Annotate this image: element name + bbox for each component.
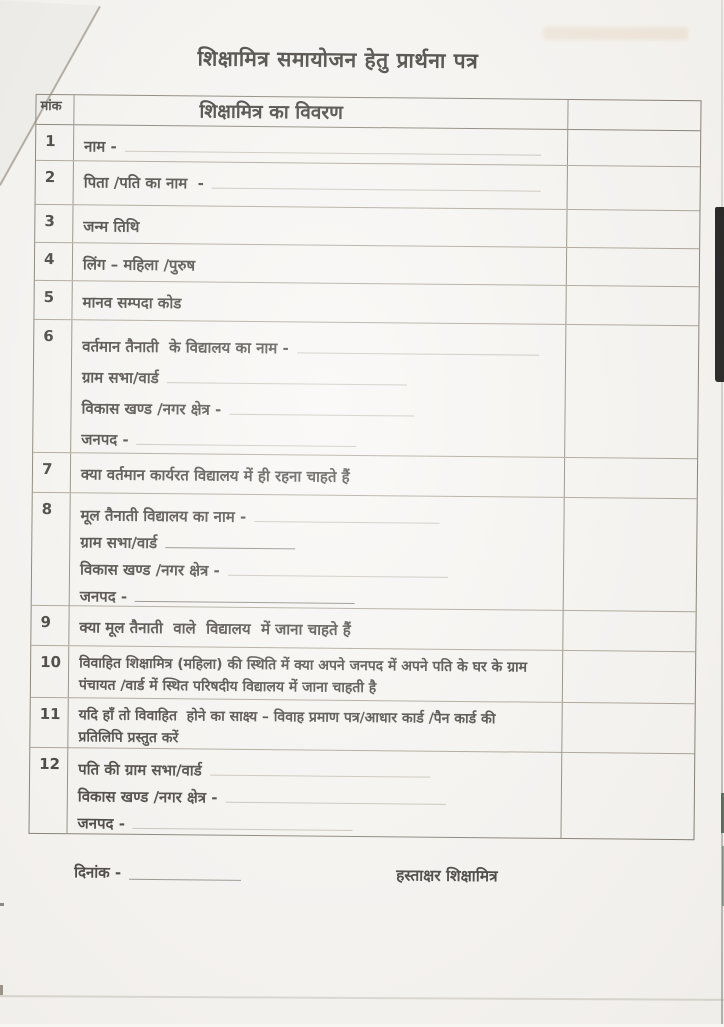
blank-line [226, 802, 446, 805]
remarks-cell [568, 130, 700, 166]
table-row [36, 161, 700, 211]
row-number: 1 [36, 125, 74, 160]
row-content-cell [73, 205, 567, 247]
row-content-cell [70, 493, 565, 611]
table-row [33, 453, 697, 499]
table-row [31, 646, 695, 704]
table-row [31, 606, 695, 652]
row-number: 3 [35, 205, 73, 242]
serial-column-header: मांक [36, 95, 74, 124]
table-row [32, 493, 697, 612]
details-column-header: शिक्षामित्र का विवरण [74, 95, 568, 129]
field-label: विकास खण्ड /नगर क्षेत्र - [81, 399, 222, 419]
blank-line [167, 382, 407, 385]
field-label: यदि हाँ तो विवाहित होने का साक्ष्य – विवाह प्रमाण पत्र/आधार कार्ड /पैन कार्ड की प्रतिलिपि प्रस्तुत करें [78, 707, 501, 747]
row-content-cell [68, 698, 562, 753]
blank-line [297, 352, 539, 355]
remarks-cell [567, 248, 699, 286]
row-number: 11 [30, 698, 68, 748]
date-blank-line [129, 879, 241, 881]
row-number: 2 [36, 161, 74, 204]
row-content-cell [71, 320, 566, 457]
field-line [84, 166, 541, 196]
remarks-cell [568, 166, 700, 210]
field-line [80, 525, 537, 556]
remarks-cell [565, 325, 698, 458]
table-row [33, 320, 698, 459]
signature-label: हस्ताक्षर शिक्षामित्र [396, 866, 498, 886]
blank-line [165, 547, 295, 549]
field-line [81, 458, 538, 488]
table-row [30, 748, 695, 839]
field-label: विकास खण्ड /नगर क्षेत्र - [79, 560, 220, 580]
row-number: 6 [33, 320, 72, 452]
form-table [28, 94, 701, 840]
table-row [35, 205, 699, 249]
remarks-cell [563, 651, 695, 703]
field-label: विवाहित शिक्षामित्र (महिला) की स्थिति में क्या अपने जनपद में अपने पति के घर के ग्राम पंचायत /वार्ड में स्थित परिषदीय विद्यालय में जाना चाहती है [78, 655, 532, 697]
field-label: वर्तमान तैनाती के विद्यालय का नाम - [82, 337, 289, 358]
field-line [80, 498, 537, 529]
table-row [30, 698, 694, 754]
field-label: पति की ग्राम सभा/वार्ड [78, 760, 202, 780]
field-line [83, 286, 540, 316]
field-label: लिंग – महिला /पुरुष [82, 255, 196, 275]
field-label: जनपद - [79, 587, 128, 606]
blank-line [210, 775, 430, 778]
field-label: मूल तैनाती विद्यालय का नाम - [80, 506, 247, 526]
field-line [78, 752, 535, 783]
field-label: जनपद - [77, 814, 126, 833]
blank-line [254, 521, 439, 524]
field-line [82, 325, 539, 360]
row-content-cell [74, 125, 568, 165]
row-content-cell [72, 281, 566, 324]
field-line [79, 652, 536, 700]
row-number: 8 [32, 493, 71, 606]
row-number: 4 [35, 243, 73, 280]
remarks-cell [561, 753, 694, 839]
table-row [34, 281, 698, 326]
remarks-cell [563, 611, 695, 651]
field-line [83, 248, 540, 278]
field-line [81, 387, 538, 422]
table-body [30, 125, 701, 839]
field-label: पिता /पति का नाम - [83, 173, 205, 193]
blank-line [228, 575, 448, 578]
row-content-cell [74, 161, 568, 209]
row-content-cell [69, 646, 563, 702]
row-number: 10 [31, 646, 69, 697]
field-line [80, 552, 537, 583]
remarks-cell [562, 703, 694, 754]
field-line [84, 130, 541, 160]
field-line [79, 611, 536, 641]
row-number: 12 [30, 748, 69, 833]
field-line [82, 356, 539, 391]
field-line [78, 704, 535, 752]
table-row [35, 243, 699, 287]
field-line [77, 806, 534, 837]
field-label: मानव सम्पदा कोड [82, 293, 182, 313]
field-label: जन्म तिथि [83, 217, 140, 236]
page-title: शिक्षामित्र समायोजन हेतु प्रार्थना पत्र [197, 46, 479, 74]
row-content-cell [68, 748, 563, 838]
row-content-cell [69, 606, 563, 650]
field-line [83, 210, 540, 240]
field-label: ग्राम सभा/वार्ड [80, 533, 158, 553]
date-label: दिनांक - [74, 863, 122, 882]
row-number: 7 [33, 453, 71, 492]
remarks-column-header [568, 100, 700, 130]
field-label: नाम - [84, 137, 117, 156]
field-line [81, 418, 538, 453]
remarks-cell [565, 458, 697, 498]
remarks-cell [566, 286, 698, 325]
row-content-cell [73, 243, 567, 285]
blank-line [133, 828, 353, 831]
row-number: 5 [34, 281, 72, 319]
row-content-cell [71, 453, 565, 497]
row-number: 9 [31, 606, 69, 645]
blank-line [125, 151, 541, 156]
blank-line [137, 444, 357, 447]
date-field [74, 862, 241, 884]
field-label: क्या वर्तमान कार्यरत विद्यालय में ही रहना चाहते हैं [80, 465, 350, 486]
blank-line [229, 414, 414, 417]
blank-line [212, 188, 541, 192]
field-label: विकास खण्ड /नगर क्षेत्र - [77, 787, 218, 807]
field-label: जनपद - [81, 430, 129, 449]
remarks-cell [564, 498, 697, 612]
remarks-cell [567, 210, 699, 248]
blank-line [135, 601, 355, 604]
field-line [78, 779, 535, 810]
field-label: ग्राम सभा/वार्ड [81, 368, 159, 388]
field-label: क्या मूल तैनाती वाले विद्यालय में जाना चाहते हैं [79, 618, 351, 639]
